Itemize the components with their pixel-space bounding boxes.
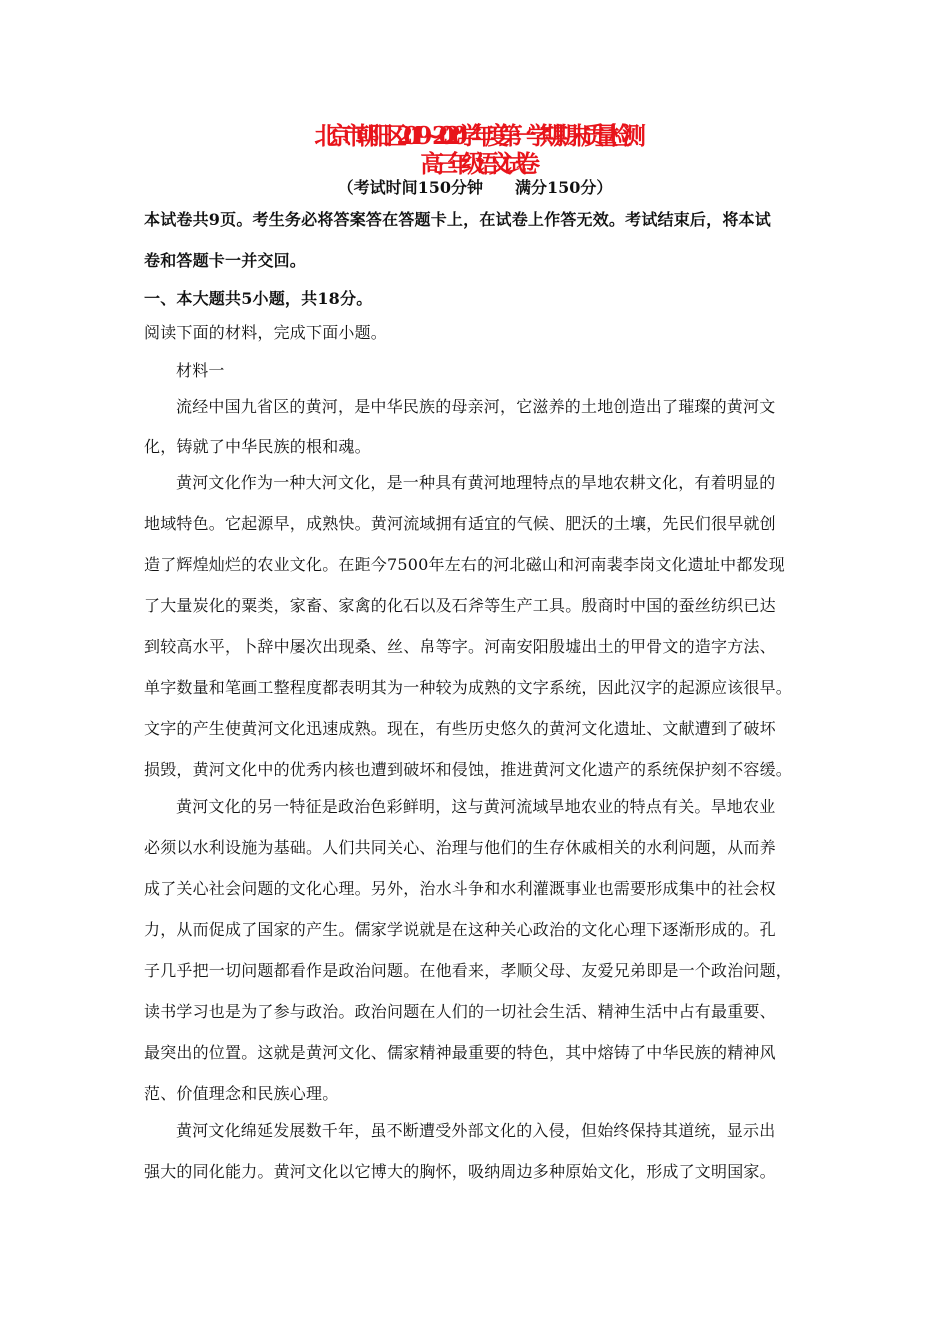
paragraph-line: 最突出的位置。这就是黄河文化、儒家精神最重要的特色，其中熔铸了中华民族的精神风 bbox=[144, 1043, 776, 1062]
paragraph-line: 成了关心社会问题的文化心理。另外，治水斗争和水利灌溉事业也需要形成集中的社会权 bbox=[144, 879, 776, 898]
paragraph-line: 损毁，黄河文化中的优秀内核也遭到破坏和侵蚀，推进黄河文化遗产的系统保护刻不容缓。 bbox=[144, 760, 793, 779]
paragraph-line: 造了辉煌灿烂的农业文化。在距今7500年左右的河北磁山和河南裴李岗文化遗址中都发现 bbox=[144, 555, 785, 574]
exam-title: 北京市朝阳区2019~2020学年度第一学期期末质量检测 bbox=[314, 121, 636, 150]
paragraph-line: 强大的同化能力。黄河文化以它博大的胸怀，吸纳周边多种原始文化，形成了文明国家。 bbox=[144, 1162, 776, 1181]
paragraph-line: 到较高水平，卜辞中屡次出现桑、丝、帛等字。河南安阳殷墟出土的甲骨文的造字方法、 bbox=[144, 637, 776, 656]
section-heading: 一、本大题共5小题，共18分。 bbox=[144, 289, 373, 308]
paragraph-line: 范、价值理念和民族心理。 bbox=[144, 1084, 339, 1103]
paragraph-line: 了大量炭化的粟类，家畜、家禽的化石以及石斧等生产工具。殷商时中国的蚕丝纺织已达 bbox=[144, 596, 776, 615]
paragraph-line: 黄河文化作为一种大河文化，是一种具有黄河地理特点的旱地农耕文化，有着明显的 bbox=[176, 473, 776, 492]
paragraph-line: 化，铸就了中华民族的根和魂。 bbox=[144, 437, 371, 456]
notice-line: 本试卷共9页。考生务必将答案答在答题卡上，在试卷上作答无效。考试结束后，将本试 bbox=[144, 210, 771, 229]
paragraph-line: 文字的产生使黄河文化迅速成熟。现在，有些历史悠久的黄河文化遗址、文献遭到了破坏 bbox=[144, 719, 776, 738]
paragraph-line: 力，从而促成了国家的产生。儒家学说就是在这种关心政治的文化心理下逐渐形成的。孔 bbox=[144, 920, 776, 939]
material-label: 材料一 bbox=[176, 361, 225, 380]
exam-subtitle: 高三年级语文试卷 bbox=[420, 149, 530, 178]
notice-line: 卷和答题卡一并交回。 bbox=[144, 251, 307, 270]
paragraph-line: 黄河文化绵延发展数千年，虽不断遭受外部文化的入侵，但始终保持其道统，显示出 bbox=[176, 1121, 776, 1140]
paragraph-line: 子几乎把一切问题都看作是政治问题。在他看来，孝顺父母、友爱兄弟即是一个政治问题， bbox=[144, 961, 793, 980]
paragraph-line: 地域特色。它起源早，成熟快。黄河流域拥有适宜的气候、肥沃的土壤，先民们很早就创 bbox=[144, 514, 776, 533]
paragraph-line: 读书学习也是为了参与政治。政治问题在人们的一切社会生活、精神生活中占有最重要、 bbox=[144, 1002, 776, 1021]
paragraph-line: 必须以水利设施为基础。人们共同关心、治理与他们的生存休戚相关的水利问题，从而养 bbox=[144, 838, 776, 857]
paragraph-line: 黄河文化的另一特征是政治色彩鲜明，这与黄河流域旱地农业的特点有关。旱地农业 bbox=[176, 797, 776, 816]
exam-time-info: （考试时间150分钟 满分150分） bbox=[337, 178, 613, 197]
instruction-text: 阅读下面的材料，完成下面小题。 bbox=[144, 323, 388, 342]
paragraph-line: 流经中国九省区的黄河，是中华民族的母亲河，它滋养的土地创造出了璀璨的黄河文 bbox=[176, 397, 776, 416]
paragraph-line: 单字数量和笔画工整程度都表明其为一种较为成熟的文字系统，因此汉字的起源应该很早。 bbox=[144, 678, 793, 697]
